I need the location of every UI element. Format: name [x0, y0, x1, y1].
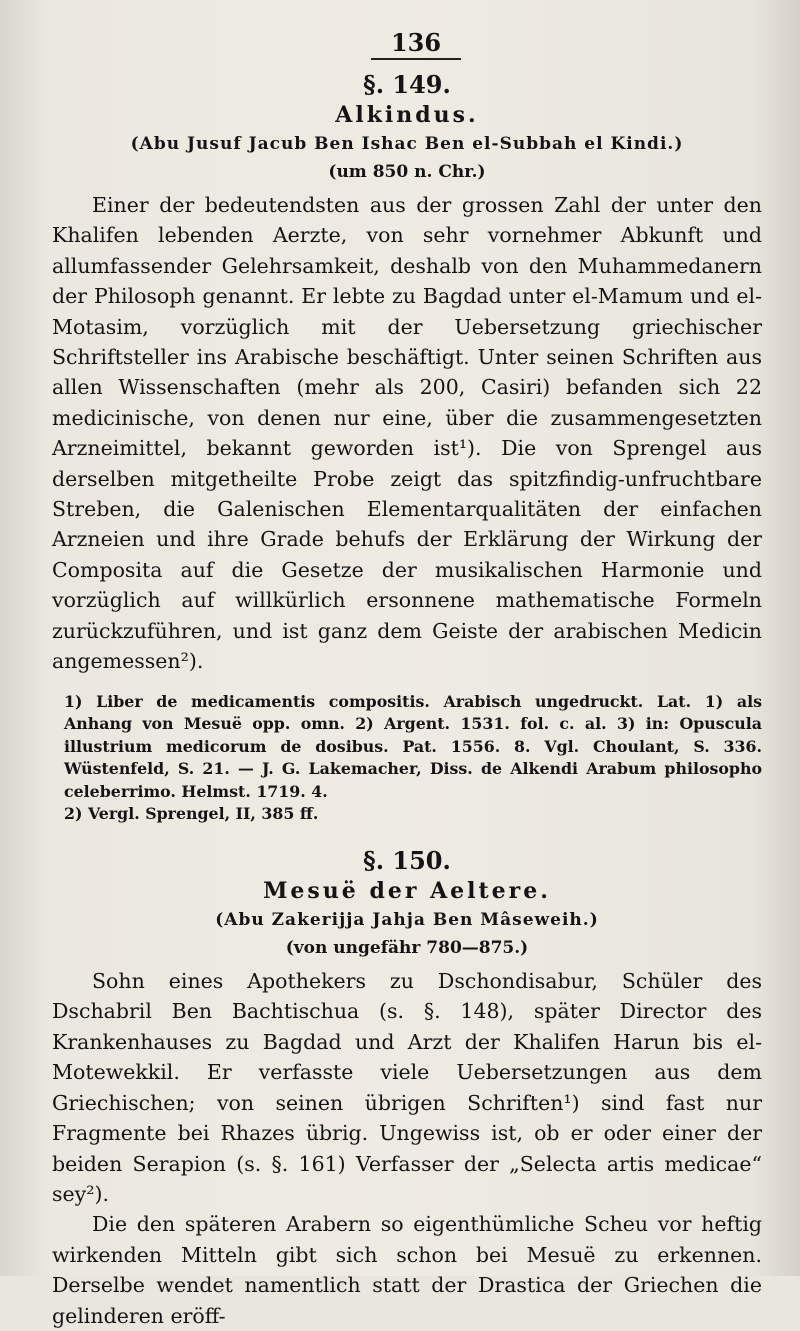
footnote: 1) Liber de medicamentis compositis. Arabisch ungedruckt. Lat. 1) als Anhang von Mesuë opp. omn. 2) Argent. 1531. fol. c. al. 3) in: Opuscula illustrium medicorum de dosibus. Pat. 1556. 8. Vgl. Choulant, S. 336. Wüstenfeld, S. 21. — J. G. Lakemacher, Diss. de Alkendi Arabum philosopho celeberrimo. Helmst. 1719. 4. — [64, 691, 762, 801]
section-number: §. 150. — [363, 846, 451, 876]
section-heading: Alkindus. — [335, 102, 479, 128]
section-150 — [52, 846, 762, 1331]
section-number: §. 149. — [363, 70, 451, 99]
section-date: (von ungefähr 780—875.) — [285, 938, 529, 959]
section-149 — [52, 70, 762, 826]
section-heading: Mesuë der Aeltere. — [263, 878, 551, 905]
spacer — [52, 677, 762, 691]
section-subtitle: (Abu Jusuf Jacub Ben Ishac Ben el-Subbah el Kindi.) — [130, 134, 684, 154]
spacer — [52, 826, 762, 846]
section-date: (um 850 n. Chr.) — [328, 162, 486, 182]
body-paragraph: Sohn eines Apothekers zu Dschondisabur, Schüler des Dschabril Ben Bachtischua (s. §. 148), später Director des Krankenhauses zu Bagdad und Arzt der Khalifen Harun bis el-Motewekkil. Er verfasste viele Uebersetzungen aus dem Griechischen; von seinen übrigen Schriften¹) sind fast nur Fragmente bei Rhazes übrig. Ungewiss ist, ob er oder einer der beiden Serapion (s. §. 161) Verfasser der „Selecta artis medicae“ sey²). — [52, 969, 762, 1206]
body-paragraph: Die den späteren Arabern so eigenthümliche Scheu vor heftig wirkenden Mitteln gibt sich schon bei Mesuë zu erkennen. Derselbe wendet namentlich statt der Drastica der Griechen die gelinderen eröff- — [52, 1212, 762, 1328]
body-paragraph: Einer der bedeutendsten aus der grossen Zahl der unter den Khalifen lebenden Aerzte, von sehr vornehmer Abkunft und allumfassender Gelehrsamkeit, deshalb von den Muhammedanern der Philosoph genannt. Er lebte zu Bagdad unter el-Mamum und el-Motasim, vorzüglich mit der Uebersetzung griechischer Schriftsteller ins Arabische beschäftigt. Unter seinen Schriften aus allen Wissenschaften (mehr als 200, Casiri) befanden sich 22 medicinische, von denen nur eine, über die zusammengesetzten Arzneimittel, bekannt geworden ist¹). Die von Sprengel aus derselben mitgetheilte Probe zeigt das spitzfindig-unfruchtbare Streben, die Galenischen Elementarqualitäten der einfachen Arzneien und ihre Grade behufs der Erklärung der Wirkung der Composita auf die Gesetze der musikalischen Harmonie und vorzüglich auf willkürlich ersonnene mathematische Formeln zurückzuführen, und ist ganz dem Geiste der arabischen Medicin angemessen²). — [52, 193, 762, 674]
footnote: 2) Vergl. Sprengel, II, 385 ff. — [64, 804, 319, 824]
page-number-rule — [371, 58, 461, 60]
section-subtitle: (Abu Zakerijja Jahja Ben Mâseweih.) — [215, 910, 599, 931]
page-number: 136 — [390, 28, 442, 57]
